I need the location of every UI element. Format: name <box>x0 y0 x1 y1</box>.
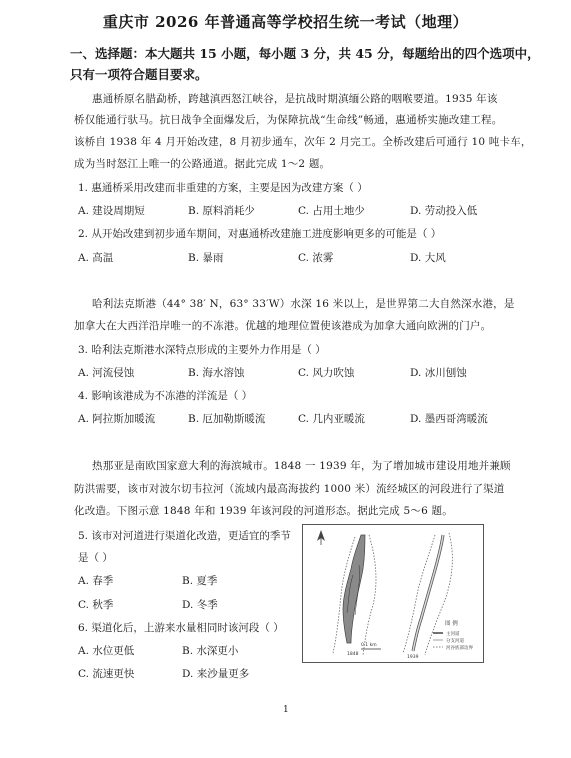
question-1-option-d[interactable]: D. 劳动投入低 <box>410 205 478 217</box>
question-6-stem: 6. 渠道化后，上游来水量相同时该河段（ ） <box>78 622 284 634</box>
question-2-stem: 2. 从开始改建到初步通车期间，对惠通桥改建施工进度影响更多的可能是（ ） <box>78 228 442 240</box>
question-3-stem: 3. 哈利法克斯港水深特点形成的主要外力作用是（ ） <box>78 344 326 356</box>
question-3-option-b[interactable]: B. 海水溶蚀 <box>188 367 245 379</box>
braided-channel-1848 <box>343 535 365 643</box>
question-2-option-b[interactable]: B. 暴雨 <box>188 252 224 264</box>
passage1-line3: 该桥自 1938 年 4 月开始改建，8 月初步通车，次年 2 月完工。全桥改建后可通行 10 吨卡车， <box>74 136 532 148</box>
question-6-option-b[interactable]: B. 水深更小 <box>182 645 239 657</box>
question-1-option-c[interactable]: C. 占用土地少 <box>298 205 365 217</box>
question-4-option-c[interactable]: C. 几内亚暖流 <box>298 413 365 425</box>
passage2-line2: 加拿大在大西洋沿岸唯一的不冻港。优越的地理位置使该港成为加拿大通向欧洲的门户。 <box>74 320 492 332</box>
section-heading-line1: 一、选择题：本大题共 15 小题，每小题 3 分，共 45 分，每题给出的四个选项中， <box>70 46 540 61</box>
question-4-option-b[interactable]: B. 厄加勒斯暖流 <box>188 413 266 425</box>
passage1-line1: 惠通桥原名腊勐桥，跨越滇西怒江峡谷，是抗战时期滇缅公路的咽喉要道。1935 年该 <box>92 93 498 105</box>
question-5-stem-line1: 5. 该市对河道进行渠道化改造，更适宜的季节 <box>78 530 291 542</box>
passage2-line1: 哈利法克斯港（44° 38′ N，63° 33′W）水深 16 米以上，是世界第二大自然深水港，是 <box>92 298 515 310</box>
section-heading-line2: 只有一项符合题目要求。 <box>70 67 208 82</box>
question-4-option-d[interactable]: D. 墨西哥湾暖流 <box>410 413 488 425</box>
question-6-option-d[interactable]: D. 来沙量更多 <box>182 668 250 680</box>
north-arrow-icon <box>317 530 325 545</box>
question-6-option-c[interactable]: C. 流速更快 <box>78 668 135 680</box>
river-map-svg <box>303 525 483 662</box>
question-4-option-a[interactable]: A. 阿拉斯加暖流 <box>78 413 156 425</box>
question-4-stem: 4. 影响该港成为不冻港的洋流是（ ） <box>78 390 253 402</box>
question-2-option-d[interactable]: D. 大风 <box>410 252 446 264</box>
scale-bar <box>361 642 381 649</box>
valley-boundary-1939-west <box>403 535 435 653</box>
legend-item-valley-boundary: 河谷底部边界 <box>446 646 473 651</box>
passage1-line2: 桥仅能通行驮马。抗日战争全面爆发后，为保障抗战“生命线”畅通，惠通桥实施改建工程。 <box>74 114 503 126</box>
exam-title: 重庆市 2026 年普通高等学校招生统一考试（地理） <box>102 13 469 31</box>
question-3-option-d[interactable]: D. 冰川刨蚀 <box>410 367 467 379</box>
map-legend <box>433 619 473 651</box>
question-6-option-a[interactable]: A. 水位更低 <box>78 645 135 657</box>
label-1848: 1848 <box>347 652 359 657</box>
question-2-option-a[interactable]: A. 高温 <box>78 252 114 264</box>
legend-title: 图 例 <box>445 621 458 627</box>
question-5-option-a[interactable]: A. 春季 <box>78 575 114 587</box>
passage3-line2: 防洪需要，该市对波尔切韦拉河（流域内最高海拔约 1000 米）流经城区的河段进行了渠道 <box>74 483 505 495</box>
question-2-option-c[interactable]: C. 浓雾 <box>298 252 334 264</box>
label-1939: 1939 <box>407 655 419 660</box>
question-3-option-a[interactable]: A. 河流侵蚀 <box>78 367 135 379</box>
question-1-option-b[interactable]: B. 原料消耗少 <box>188 205 255 217</box>
legend-item-branch-channel: 分支河道 <box>446 639 464 644</box>
scale-label: 0 1 km <box>361 643 377 648</box>
legend-item-main-channel: 主河道 <box>446 632 460 637</box>
passage1-line4: 成为当时怒江上唯一的公路通道。据此完成 1～2 题。 <box>74 158 331 170</box>
question-3-option-c[interactable]: C. 风力吹蚀 <box>298 367 355 379</box>
passage3-line1: 热那亚是南欧国家意大利的海滨城市。1848 一 1939 年，为了增加城市建设用地并兼顾 <box>92 460 511 472</box>
valley-boundary-1848-east <box>363 535 376 655</box>
question-5-stem-line2: 是（ ） <box>78 552 113 564</box>
river-channel-map <box>302 524 484 663</box>
question-1-option-a[interactable]: A. 建设周期短 <box>78 205 145 217</box>
question-5-option-b[interactable]: B. 夏季 <box>182 575 218 587</box>
passage3-line3: 化改造。下图示意 1848 年和 1939 年该河段的河道形态。据此完成 5～6 题。 <box>74 505 453 517</box>
question-1-stem: 1. 惠通桥采用改建而非重建的方案，主要是因为改建方案（ ） <box>78 182 368 194</box>
question-5-option-d[interactable]: D. 冬季 <box>182 599 218 611</box>
page-number: 1 <box>283 705 289 715</box>
question-5-option-c[interactable]: C. 秋季 <box>78 599 114 611</box>
